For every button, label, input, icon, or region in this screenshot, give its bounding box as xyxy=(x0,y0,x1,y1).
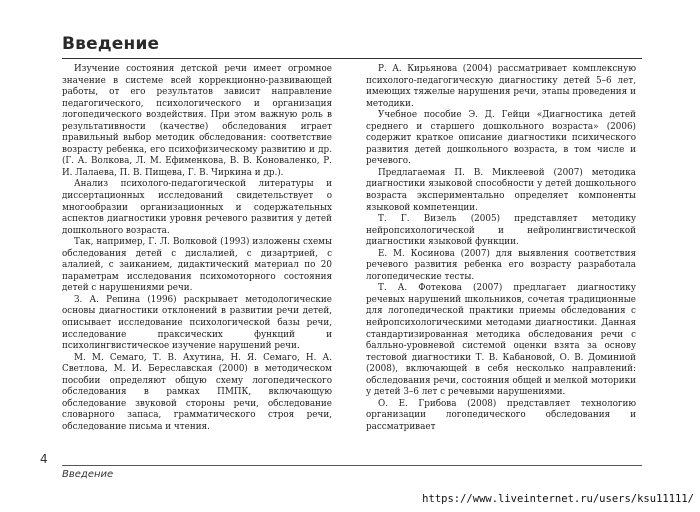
paragraph: Учебное пособие Э. Д. Гейци «Диагностика детей среднего и старшего дошкольного возраста» (2006) содержит краткое описание диагностики психического развития детей дошкольного возраста, в том числе и речевого. xyxy=(366,110,636,167)
paragraph: Изучение состояния детской речи имеет огромное значение в системе всей коррекционно-развивающей работы, от его результатов зависит направление педагогического, психологического и организация логопедического воздействия. При этом важную роль в результативности (качестве) обследования играет правильный выбор методик обследования: соответствие возрасту ребенка, его психофизическому развитию и др. (Г. А. Волкова, Л. М. Ефименкова, В. В. Коноваленко, Р. И. Лалаева, П. В. Пищева, Г. В. Чиркина и др.). xyxy=(62,64,332,178)
right-text-column xyxy=(366,64,636,434)
chapter-title: Введение xyxy=(62,34,160,54)
footer-rule xyxy=(62,465,642,466)
paragraph: М. М. Семаго, Т. В. Ахутина, Н. Я. Семаго, Н. А. Светлова, М. И. Береславская (2000) в методическом пособии определяют общую схему логопедического обследования в рамках ПМПК, включающую обследование звуковой стороны речи, обследование словарного запаса, грамматического строя речи, обследование письма и чтения. xyxy=(62,352,332,432)
paragraph: Так, например, Г. Л. Волковой (1993) изложены схемы обследования детей с дислалией, с дизартрией, с алалией, с заиканием, дидактический материал по 20 параметрам исследования психомоторного состояния детей с нарушениями речи. xyxy=(62,237,332,294)
paragraph: Е. М. Косинова (2007) для выявления соответствия речевого развития ребенка его возрасту разработала логопедические тесты. xyxy=(366,248,636,282)
left-text-column xyxy=(62,64,332,434)
header-rule xyxy=(62,58,642,59)
watermark-url: https://www.liveinternet.ru/users/ksu11111/ xyxy=(422,493,694,505)
paragraph: З. А. Репина (1996) раскрывает методологические основы диагностики отклонений в развитии речи детей, описывает исследование психологической базы речи, исследование праксических функций и психолингвистическое изучение нарушений речи. xyxy=(62,294,332,352)
paragraph: Р. А. Кирьянова (2004) рассматривает комплексную психолого-педагогическую диагностику детей 5–6 лет, имеющих тяжелые нарушения речи, этапы проведения и методики. xyxy=(366,64,636,109)
paragraph: Т. А. Фотекова (2007) предлагает диагностику речевых нарушений школьников, сочетая традиционные для логопедической практики приемы обследования с нейропсихологическими методами диагностики. Данная стандартизированная методика обследования речи с балльно-уровневой системой оценки взята за основу тестовой диагностики Т. В. Кабановой, О. В. Доминиой (2008), включающей в себя несколько направлений: обследования речи, состояния общей и мелкой моторики у детей 3–6 лет с речевыми нарушениями. xyxy=(366,283,636,398)
paragraph: Т. Г. Визель (2005) представляет методику нейропсихологической и нейролингвистической диагностики языковой функции. xyxy=(366,214,636,248)
paragraph: Анализ психолого-педагогической литературы и диссертационных исследований свидетельствует о многообразии организационных и содержательных аспектов диагностики уровня речевого развития у детей дошкольного возраста. xyxy=(62,179,332,236)
paragraph: Предлагаемая П. В. Миклеевой (2007) методика диагностики языковой способности у детей дошкольного возраста экспериментально определяет компоненты языковой компетенции. xyxy=(366,167,636,213)
page-number: 4 xyxy=(40,452,48,466)
running-footer-title: Введение xyxy=(62,469,114,480)
paragraph: О. Е. Грибова (2008) представляет технологию организации логопедического обследования и рассматривает xyxy=(366,398,636,432)
